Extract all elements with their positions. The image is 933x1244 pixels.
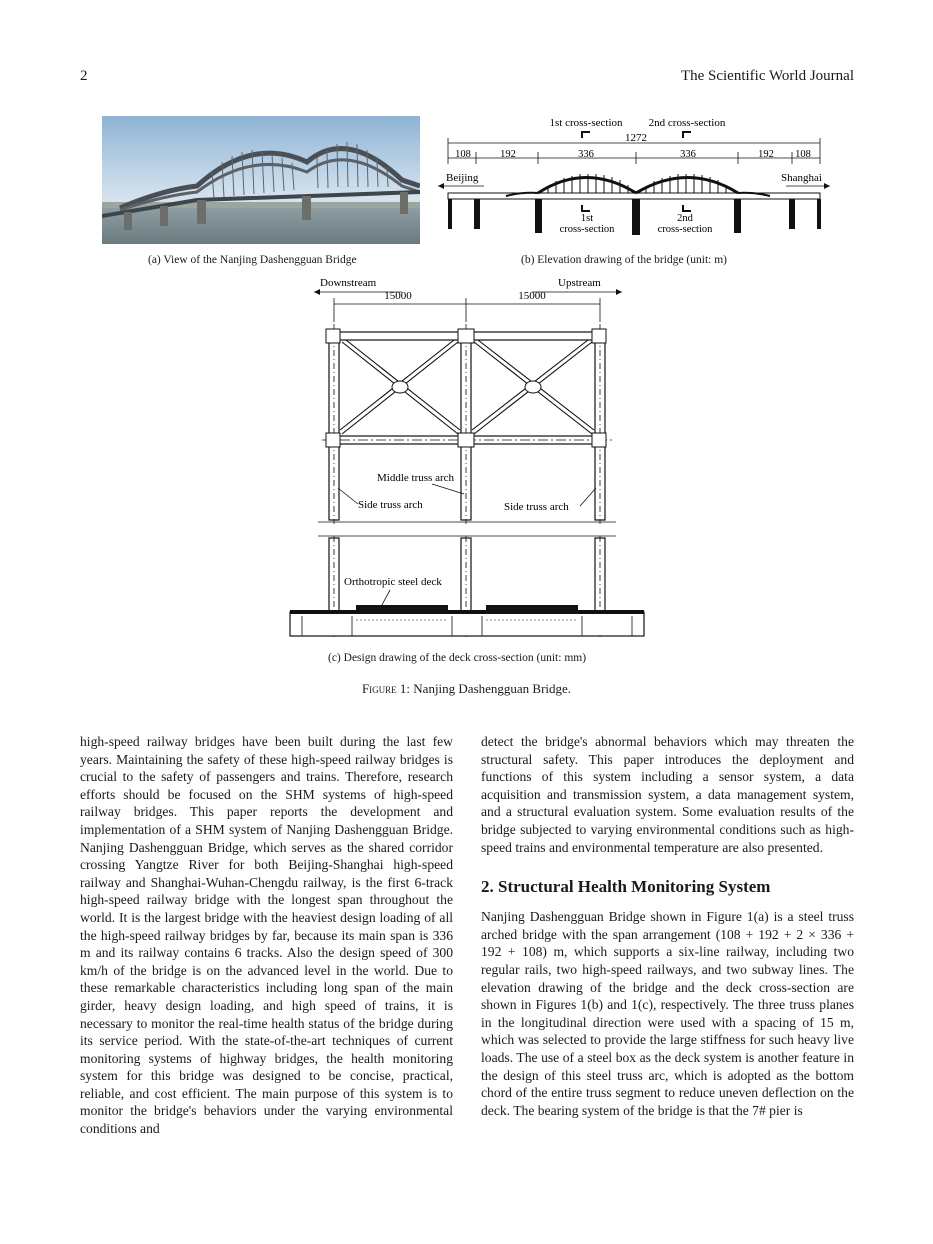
middle-truss-label: Middle truss arch (377, 472, 454, 484)
span-label-4: 336 (680, 149, 696, 160)
side-truss-left-label: Side truss arch (358, 499, 423, 511)
right-paragraph-2: Nanjing Dashengguan Bridge shown in Figure 1(a) is a steel truss arched bridge with the span arrangement (108 + 192 + 2 × 336 + 192 + 108) m, which supports a six-line railway, including two regular rails, two high-speed railways, and two subway lines. The elevation drawing of the bridge and the deck cross-section are shown in Figures 1(b) and 1(c), respectively. The three truss planes in the longitudinal direction were used with a spacing of 15 m, which was selected to provide the large stiffness for such heavy live loads. The use of a steel box as the deck system is another feature in the design of this steel truss arc, which is adopted as the bottom chord of the entire truss segment to reduce uneven deflection on the deck. The bearing system of the bridge is that the 7# pier is (481, 909, 854, 1118)
bottom-cross-section-2-line1: 2nd (677, 213, 693, 224)
span-label-3: 336 (578, 149, 594, 160)
figure-title (0, 681, 933, 697)
page-number: 2 (80, 68, 88, 84)
left-column (80, 733, 453, 1138)
shanghai-label: Shanghai (781, 172, 822, 184)
right-paragraph-1: detect the bridge's abnormal behaviors which may threaten the structural safety. This paper introduces the deployment and functions of this system including a sensor system, a data acquisition and transmission system, a data management system, and a structural evaluation system. Some evaluation results of the bridge subjected to varying environmental conditions such as high-speed trains and environmental temperature are also presented. (481, 734, 854, 855)
span-label-6: 108 (795, 149, 811, 160)
span-label-1: 108 (455, 149, 471, 160)
bottom-cross-section-1-line1: 1st (580, 213, 594, 224)
journal-title: The Scientific World Journal (680, 68, 854, 84)
left-paragraph: high-speed railway bridges have been built during the last few years. Maintaining the safety of these high-speed railway bridges is crucial to the safety of passengers and trains. Therefore, research efforts should be focused on the SHM systems of high-speed railway bridges. This paper reports the development and implementation of a SHM system of Nanjing Dashengguan Bridge. Nanjing Dashengguan Bridge, which serves as the shared corridor crossing Yangtze River for both Beijing-Shanghai high-speed railway and Shanghai-Wuhan-Chengdu railway, is the first 6-track high-speed railway bridge with the longest span throughout the world. It is the largest bridge with the heaviest design loading of all the high-speed railway bridges by far, because its main span is 336 m and its railway contains 6 tracks. Also the design speed of 300 km/h of the bridge is on the advanced level in the world. Due to these remarkable characteristics including long span of the main girder, heavy design loading, and high speed of trains, it is necessary to monitor the real-time health status of the bridge during its service period. With the state-of-the-art techniques of current monitoring systems of highway bridges, the health monitoring system for this bridge was designed to be concise, practical, reliable, and cost efficient. The main purpose of this system is to monitor the bridge's behaviors under the varying environmental conditions and (80, 734, 453, 1137)
beijing-label: Beijing (446, 172, 479, 184)
bottom-cross-section-1-line2: cross-section (559, 224, 615, 235)
downstream-label: Downstream (320, 277, 377, 289)
total-length-label: 1272 (625, 132, 647, 144)
bottom-cross-section-2-line2: cross-section (657, 224, 713, 235)
figure-title-prefix: Figure 1: (361, 681, 411, 696)
cross-section-label-top-1: 1st cross-section (549, 117, 623, 129)
side-truss-right-label: Side truss arch (504, 501, 569, 513)
elevation-drawing (436, 112, 836, 246)
caption-c: (c) Design drawing of the deck cross-section (unit: mm) (328, 652, 587, 664)
upstream-label: Upstream (558, 277, 601, 289)
figure-title-text: Nanjing Dashengguan Bridge. (410, 681, 572, 696)
dimension-right: 15000 (518, 290, 546, 302)
caption-b: (b) Elevation drawing of the bridge (unit: m) (521, 254, 727, 266)
orthotropic-deck-label: Orthotropic steel deck (344, 576, 442, 588)
right-column (481, 733, 854, 1119)
caption-a: (a) View of the Nanjing Dashengguan Bridge (148, 254, 357, 266)
dimension-left: 15000 (384, 290, 412, 302)
bridge-photo (102, 116, 420, 244)
span-label-5: 192 (758, 149, 774, 160)
section-heading: 2. Structural Health Monitoring System (481, 877, 771, 897)
cross-section-label-top-2: 2nd cross-section (648, 117, 726, 129)
span-label-2: 192 (500, 149, 516, 160)
deck-cross-section-drawing (282, 274, 652, 646)
